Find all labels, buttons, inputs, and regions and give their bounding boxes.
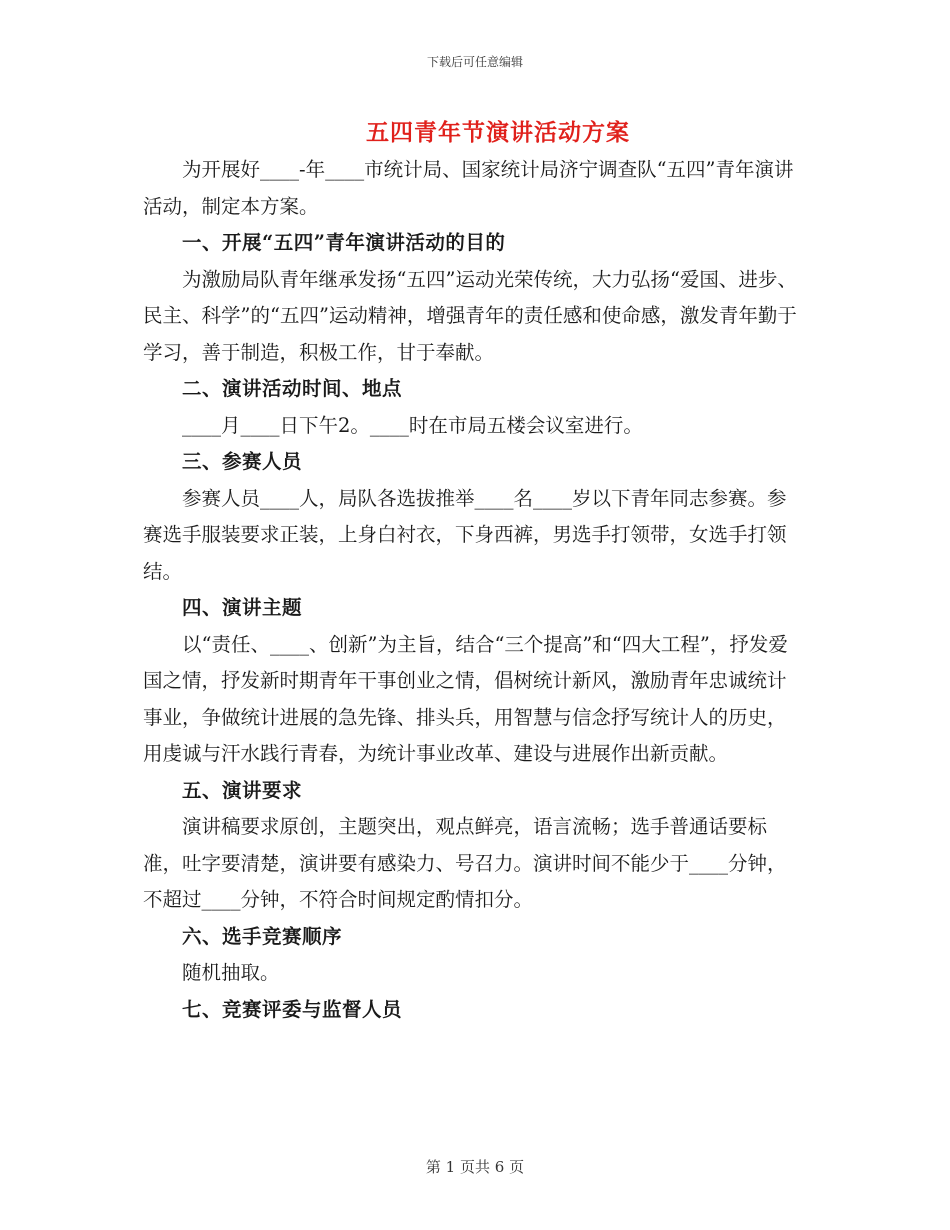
section-body-3: 参赛人员____人，局队各选拔推举____名____岁以下青年同志参赛。参赛选手服装要求正装，上身白衬衣，下身西裤，男选手打领带，女选手打领结。 [143,486,787,583]
section-body-5: 演讲稿要求原创，主题突出，观点鲜亮，语言流畅；选手普通话要标准，吐字要清楚，演讲要有感染力、号召力。演讲时间不能少于____分钟，不超过____分钟，不符合时间规定酌情扣分。 [143,815,787,911]
download-edit-note: 下载后可任意编辑 [426,55,523,69]
section-heading-5: 五、演讲要求 [182,778,303,802]
section-heading-6: 六、选手竞赛顺序 [182,924,343,948]
document-title: 五四青年节演讲活动方案 [366,119,630,146]
page-number: 第 1 页共 6 页 [425,1158,525,1176]
section-body-4: 以“责任、____、创新”为主旨，结合“三个提高”和“四大工程”，抒发爱国之情，抒发新时期青年干事创业之情，倡树统计新风，激励青年忠诚统计事业，争做统计进展的急先锋、排头兵，用智慧与信念抒写统计人的历史，用虔诚与汗水践行青春，为统计事业改革、建设与进展作出新贡献。 [143,632,788,765]
intro-paragraph: 为开展好____-年____市统计局、国家统计局济宁调查队“五四”青年演讲活动，制定本方案。 [143,158,794,218]
section-heading-1: 一、开展“五四”青年演讲活动的目的 [182,231,506,254]
section-body-1: 为激励局队青年继承发扬“五四”运动光荣传统，大力弘扬“爱国、进步、民主、科学”的“五四”运动精神，增强青年的责任感和使命感，激发青年勤于学习，善于制造，积极工作，甘于奉献。 [143,267,797,364]
section-body-6: 随机抽取。 [182,961,280,984]
section-heading-3: 三、参赛人员 [182,450,303,473]
section-heading-2: 二、演讲活动时间、地点 [182,377,403,400]
section-heading-4: 四、演讲主题 [182,596,303,619]
document-body [143,152,803,1028]
section-heading-7: 七、竞赛评委与监督人员 [182,997,403,1021]
section-body-2: ____月____日下午2。____时在市局五楼会议室进行。 [182,413,643,437]
